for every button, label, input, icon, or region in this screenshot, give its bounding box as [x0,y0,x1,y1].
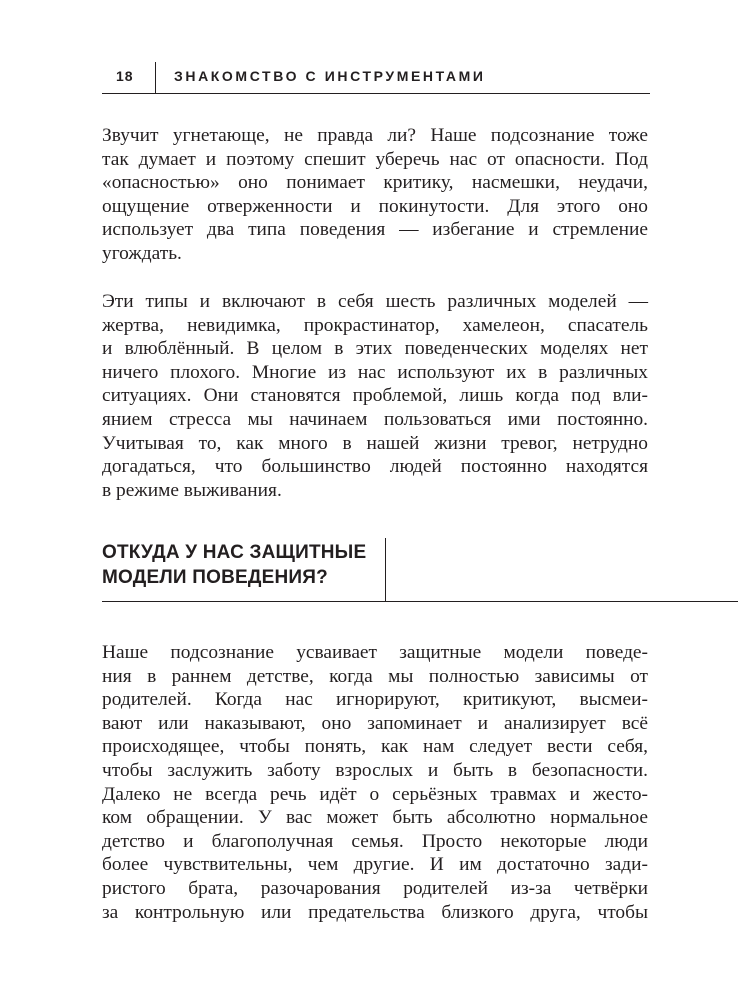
section-heading-block [102,538,738,602]
text-line: в режиме выживания. [102,479,282,501]
header-rule [102,93,650,94]
text-line: за контрольную или предательства близкого друга, чтобы [102,901,648,923]
heading-line: ОТКУДА У НАС ЗАЩИТНЫЕ [102,542,367,563]
page-number: 18 [116,68,134,84]
text-line: угождать. [102,242,182,264]
text-line: ристого брата, разочарования родителей из-за четвёрки [102,877,648,899]
running-title: ЗНАКОМСТВО С ИНСТРУМЕНТАМИ [174,68,486,84]
text-line: детство и благополучная семья. Просто некоторые люди [102,830,648,852]
running-header [102,44,650,94]
text-line: янием стресса мы начинаем пользоваться ими постоянно. [102,408,648,430]
text-line: вают или наказывают, оно запоминает и анализирует всё [102,712,648,734]
section-heading [102,540,382,590]
paragraph-2 [102,290,648,502]
paragraph-1 [102,124,648,266]
text-line: ком обращении. У вас может быть абсолютно нормальное [102,807,648,829]
text-line: ситуациях. Они становятся проблемой, лишь когда под вли- [102,385,648,407]
text-line: Эти типы и включают в себя шесть различных моделей — [102,291,648,312]
text-line: ощущение отверженности и покинутости. Для этого оно [102,195,648,217]
text-line: более чувствительны, чем другие. И им достаточно зади- [102,854,648,876]
text-line: ния в раннем детстве, когда мы полностью зависимы от [102,665,648,687]
text-line: ничего плохого. Многие из нас используют их в различных [102,361,648,383]
text-line: так думает и поэтому спешит уберечь нас от опасности. Под [102,148,648,170]
text-line: происходящее, чтобы понять, как нам следует вести себя, [102,736,648,758]
text-line: жертва, невидимка, прокрастинатор, хамелеон, спасатель [102,314,648,336]
text-line: Звучит угнетающе, не правда ли? Наше подсознание тоже [102,125,648,146]
text-line: чтобы заслужить заботу взрослых и быть в безопасности. [102,759,648,781]
heading-horizontal-rule [102,601,738,602]
heading-vertical-rule [385,538,386,602]
text-line: догадаться, что большинство людей постоянно находятся [102,456,648,478]
text-line: Учитывая то, как много в нашей жизни тревог, нетрудно [102,432,648,454]
text-line: родителей. Когда нас игнорируют, критикуют, высмеи- [102,689,648,711]
text-line: и влюблённый. В целом в этих поведенческих моделях нет [102,338,648,360]
paragraph-3 [102,641,648,924]
heading-line: МОДЕЛИ ПОВЕДЕНИЯ? [102,567,328,588]
header-divider [155,62,156,94]
text-line: использует два типа поведения — избегание и стремление [102,219,648,241]
text-line: «опасностью» оно понимает критику, насмешки, неудачи, [102,172,648,194]
text-line: Далеко не всегда речь идёт о серьёзных травмах и жесто- [102,783,648,805]
text-line: Наше подсознание усваивает защитные модели поведе- [102,642,648,663]
